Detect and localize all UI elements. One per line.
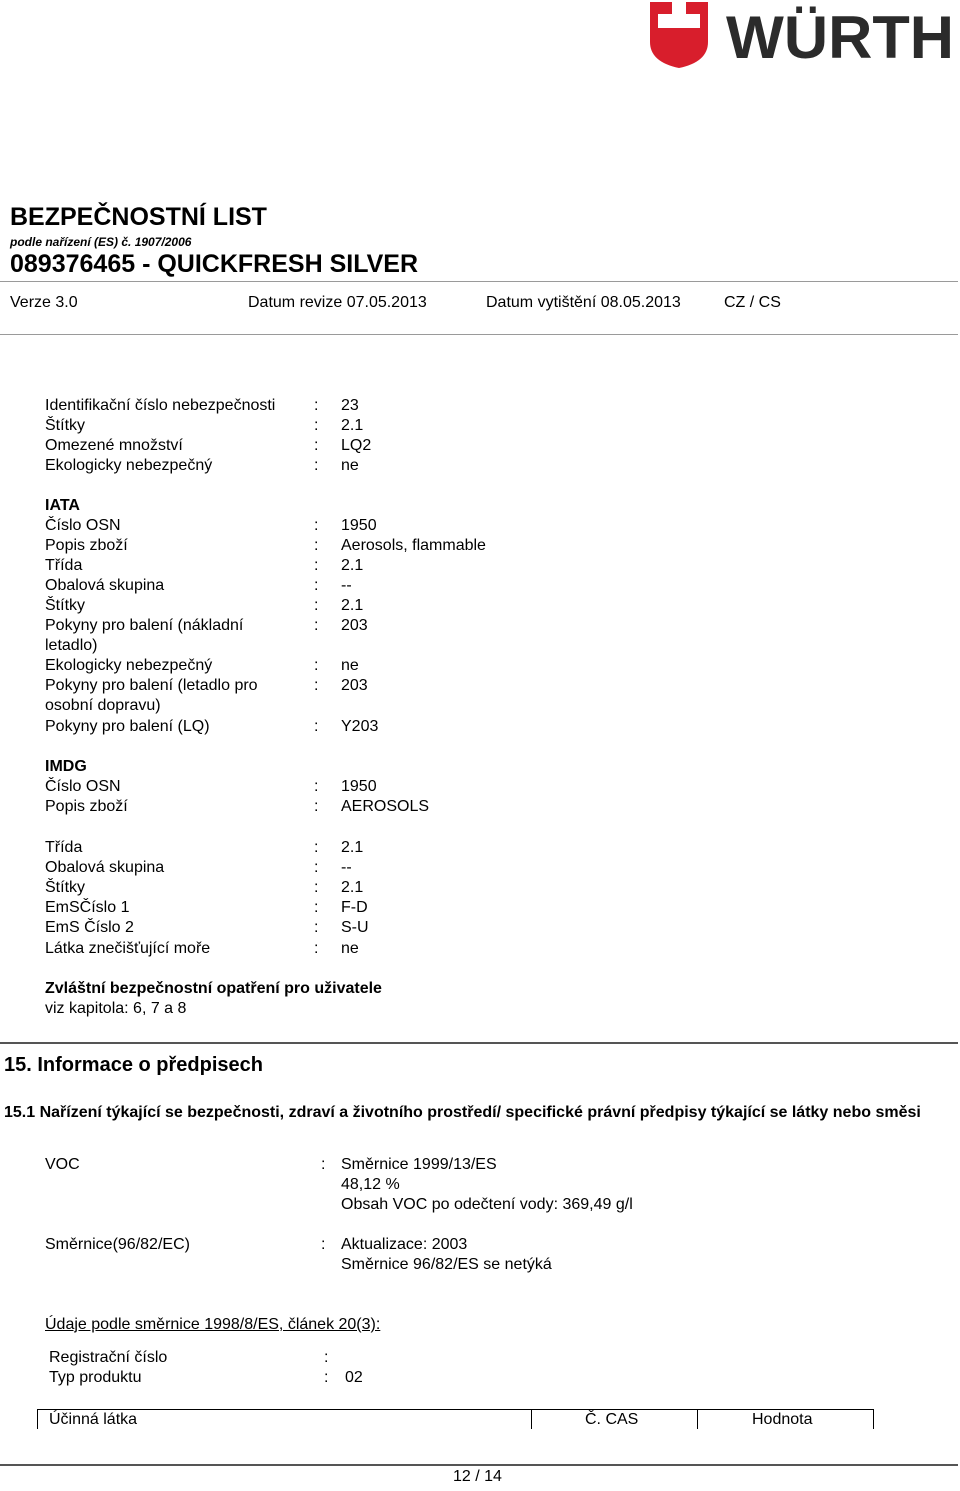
row-label: Popis zboží [45, 537, 128, 554]
row-label: Obalová skupina [45, 859, 165, 876]
voc-colon: : [321, 1156, 326, 1173]
directive-colon: : [321, 1236, 326, 1253]
row-colon: : [314, 879, 319, 896]
row-label: Pokyny pro balení (LQ) [45, 718, 210, 735]
version: Verze 3.0 [10, 294, 78, 311]
row-colon: : [314, 537, 319, 554]
row-value: 2.1 [341, 557, 364, 574]
row-value: 2.1 [341, 417, 364, 434]
special-precautions-text: viz kapitola: 6, 7 a 8 [45, 1000, 187, 1017]
row-value: ne [341, 940, 359, 957]
section-15-1-title: 15.1 Nařízení týkající se bezpečnosti, zdraví a životního prostředí/ specifické právní předpisy týkající se látky nebo směsi [4, 1104, 921, 1121]
row-value: ne [341, 657, 359, 674]
row-value: 2.1 [341, 597, 364, 614]
row-colon: : [314, 940, 319, 957]
wurth-logo [648, 0, 958, 77]
row-label: Štítky [45, 597, 86, 614]
row-label: EmSČíslo 1 [45, 899, 130, 916]
row-label: Třída [45, 557, 83, 574]
section-divider [0, 1042, 958, 1044]
row-colon: : [314, 577, 319, 594]
row-label: Obalová skupina [45, 577, 165, 594]
svg-text:WÜRTH: WÜRTH [726, 4, 954, 71]
row-colon: : [314, 798, 319, 815]
row-label: Pokyny pro balení (nákladní letadlo) [45, 617, 244, 654]
row-colon: : [314, 899, 319, 916]
row-label: Štítky [45, 417, 86, 434]
row-value: 203 [341, 617, 368, 634]
row-value: F-D [341, 899, 368, 916]
row-colon: : [314, 557, 319, 574]
row-label: Identifikační číslo nebezpečnosti [45, 397, 276, 414]
voc-label: VOC [45, 1156, 80, 1173]
row-value: Y203 [341, 718, 379, 735]
header-divider [0, 281, 958, 282]
row-colon: : [314, 397, 319, 414]
section-15-title: 15. Informace o předpisech [4, 1054, 263, 1076]
product-name: 089376465 - QUICKFRESH SILVER [10, 250, 419, 278]
row-value: Aerosols, flammable [341, 537, 486, 554]
directive-value-line: Aktualizace: 2003 [341, 1236, 468, 1253]
footer-divider [0, 1464, 958, 1466]
table-header-cell: Hodnota [697, 1409, 874, 1429]
row-colon: : [314, 839, 319, 856]
document-title: BEZPEČNOSTNÍ LIST [10, 203, 267, 231]
imdg-heading: IMDG [45, 758, 87, 775]
row-colon: : [314, 778, 319, 795]
row-colon: : [314, 617, 319, 634]
voc-value-line: 48,12 % [341, 1176, 400, 1193]
row-label: Číslo OSN [45, 517, 121, 534]
table-header-cell: Účinná látka [37, 1409, 531, 1429]
row-value: LQ2 [341, 437, 372, 454]
row-value: 1950 [341, 517, 377, 534]
row-value: 2.1 [341, 839, 364, 856]
special-precautions-heading: Zvláštní bezpečnostní opatření pro uživatele [45, 980, 382, 997]
header-bottom-divider [0, 334, 958, 335]
row-label: Třída [45, 839, 83, 856]
directive-data-heading: Údaje podle směrnice 1998/8/ES, článek 20(3): [45, 1316, 381, 1333]
revision-date: Datum revize 07.05.2013 [248, 294, 427, 311]
locale: CZ / CS [724, 294, 781, 311]
row-value: 1950 [341, 778, 377, 795]
row-label: Ekologicky nebezpečný [45, 657, 213, 674]
product-type-label: Typ produktu [49, 1369, 142, 1386]
iata-heading: IATA [45, 497, 80, 514]
product-type-colon: : [324, 1369, 329, 1386]
document-subtitle: podle nařízení (ES) č. 1907/2006 [10, 235, 192, 249]
row-colon: : [314, 597, 319, 614]
table-header-cell: Č. CAS [531, 1409, 697, 1429]
registration-label: Registrační číslo [49, 1349, 168, 1366]
directive-values [341, 1235, 552, 1275]
row-value: -- [341, 577, 352, 594]
row-colon: : [314, 457, 319, 474]
page-number: 12 / 14 [453, 1468, 502, 1485]
row-label: Látka znečišťující moře [45, 940, 211, 957]
row-colon: : [314, 437, 319, 454]
row-label: Číslo OSN [45, 778, 121, 795]
row-label: Štítky [45, 879, 86, 896]
product-type-value: 02 [345, 1369, 363, 1386]
row-label: Omezené množství [45, 437, 183, 454]
voc-values [341, 1155, 633, 1215]
row-value: S-U [341, 919, 369, 936]
row-label: Popis zboží [45, 798, 128, 815]
voc-value-line: Obsah VOC po odečtení vody: 369,49 g/l [341, 1196, 633, 1213]
row-colon: : [314, 417, 319, 434]
row-value: 2.1 [341, 879, 364, 896]
row-label: Pokyny pro balení (letadlo pro osobní dopravu) [45, 677, 258, 714]
registration-colon: : [324, 1349, 329, 1366]
row-value: 203 [341, 677, 368, 694]
directive-label: Směrnice(96/82/EC) [45, 1236, 190, 1253]
row-label: Ekologicky nebezpečný [45, 457, 213, 474]
row-value: 23 [341, 397, 359, 414]
row-colon: : [314, 919, 319, 936]
voc-value-line: Směrnice 1999/13/ES [341, 1156, 497, 1173]
directive-value-line: Směrnice 96/82/ES se netýká [341, 1256, 552, 1273]
row-colon: : [314, 859, 319, 876]
print-date: Datum vytištění 08.05.2013 [486, 294, 681, 311]
row-value: ne [341, 457, 359, 474]
row-colon: : [314, 517, 319, 534]
row-value: -- [341, 859, 352, 876]
row-colon: : [314, 657, 319, 674]
wurth-logo-mark [648, 0, 958, 72]
row-colon: : [314, 677, 319, 694]
row-value: AEROSOLS [341, 798, 430, 815]
row-label: EmS Číslo 2 [45, 919, 134, 936]
row-colon: : [314, 718, 319, 735]
